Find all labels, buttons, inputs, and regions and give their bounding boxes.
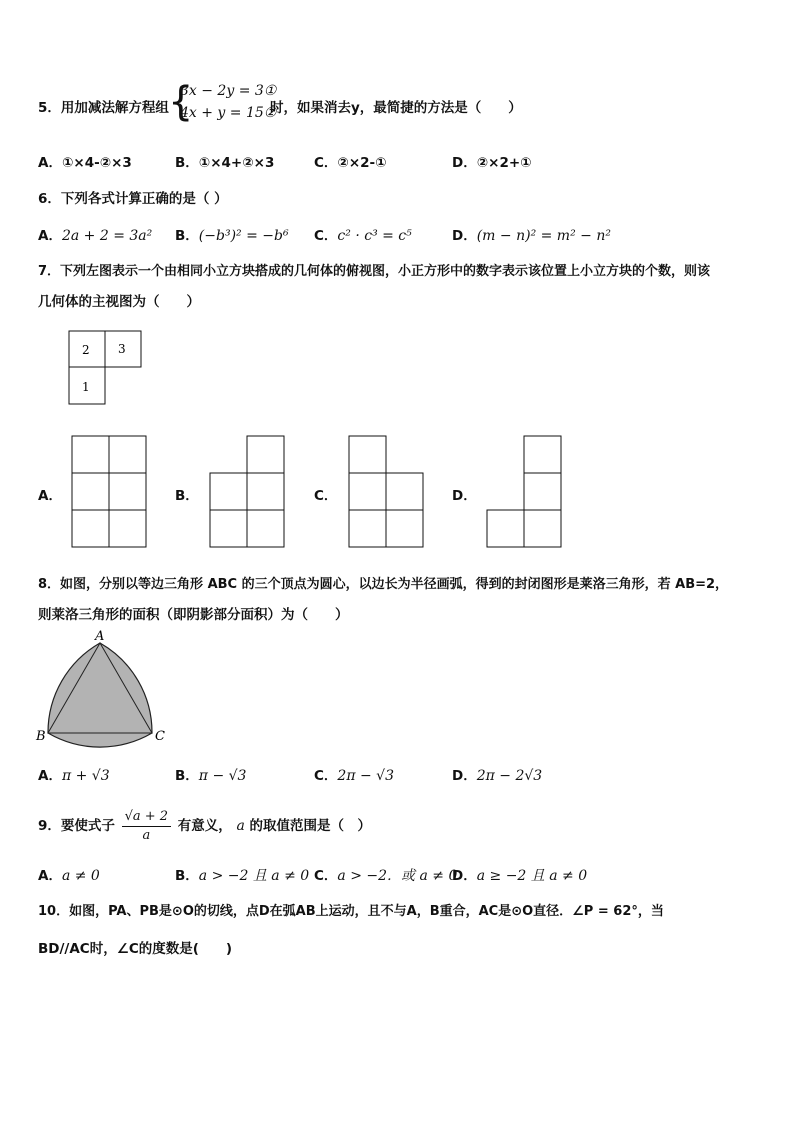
option-label: D． xyxy=(452,768,477,784)
q6-option-c[interactable] xyxy=(314,224,412,244)
q8-option-d[interactable] xyxy=(452,764,542,784)
q6-option-d[interactable] xyxy=(452,224,611,244)
option-label: C． xyxy=(314,768,338,784)
reuleaux-shape xyxy=(48,643,152,747)
option-text: ②×2-① xyxy=(337,155,387,171)
q6-option-a[interactable] xyxy=(38,224,152,244)
option-text: 2a + 2 = 3a² xyxy=(61,228,153,244)
q8-option-c[interactable] xyxy=(314,764,394,784)
q7-option-b-figure[interactable] xyxy=(208,434,288,550)
q5-equation-1: 3x − 2y = 3① xyxy=(180,83,277,99)
q5-option-b[interactable] xyxy=(175,151,274,171)
option-label: D． xyxy=(452,868,477,884)
q9-option-a[interactable] xyxy=(38,864,100,884)
q9-option-b[interactable] xyxy=(175,864,309,885)
option-text: a > −2 且 a ≠ 0 xyxy=(198,868,310,884)
option-label: B． xyxy=(175,768,199,784)
q7-top-view-figure xyxy=(60,325,160,410)
q5-option-a[interactable] xyxy=(38,151,132,171)
option-label: B． xyxy=(175,155,199,171)
option-text: (−b³)² = −b⁶ xyxy=(198,228,289,244)
vertex-label: C xyxy=(155,729,165,744)
option-label: A． xyxy=(38,868,62,884)
option-label: C． xyxy=(314,868,338,884)
option-text: π − √3 xyxy=(198,768,247,784)
option-label: D． xyxy=(452,228,477,244)
q5-option-c[interactable] xyxy=(314,151,387,171)
vertex-label: A xyxy=(95,629,105,644)
q7-option-c-label[interactable]: C． xyxy=(314,488,338,504)
option-text: a ≥ −2 且 a ≠ 0 xyxy=(476,868,588,884)
option-label: A． xyxy=(38,768,62,784)
q9-denominator: a xyxy=(142,827,151,843)
option-text: 2π − 2√3 xyxy=(476,768,543,784)
q9-suffix-a: 有意义， xyxy=(177,818,232,834)
top-view-number: 2 xyxy=(82,343,90,357)
option-label: A． xyxy=(38,228,62,244)
q9-numerator: √a + 2 xyxy=(122,808,171,827)
q8-option-a[interactable] xyxy=(38,764,110,784)
q7-option-a-figure[interactable] xyxy=(70,434,150,550)
q9-option-c[interactable] xyxy=(314,864,457,885)
option-text: π + √3 xyxy=(61,768,110,784)
q5-suffix: 时，如果消去y，最简捷的方法是（ ） xyxy=(270,100,522,116)
vertex-label: B xyxy=(36,729,46,744)
option-text: ②×2+① xyxy=(476,155,532,171)
q7-option-a-label[interactable]: A． xyxy=(38,488,62,504)
option-label: B． xyxy=(175,228,199,244)
option-text: (m − n)² = m² − n² xyxy=(476,228,611,244)
q8-option-b[interactable] xyxy=(175,764,246,784)
question-5 xyxy=(38,96,169,120)
top-view-number: 3 xyxy=(118,342,126,356)
option-label: A． xyxy=(38,155,62,171)
option-text: 2π − √3 xyxy=(337,768,394,784)
option-text: ①×4-②×3 xyxy=(61,155,132,171)
left-brace-icon: { xyxy=(168,79,194,125)
option-label: D． xyxy=(452,155,477,171)
q6-option-b[interactable] xyxy=(175,224,289,244)
question-8-line-1: 8．如图，分别以等边三角形 ABC 的三个顶点为圆心，以边长为半径画弧，得到的封闭图形是莱洛三角形，若 AB=2， xyxy=(38,577,729,592)
q7-option-d-label[interactable]: D． xyxy=(452,488,477,504)
question-9 xyxy=(38,806,371,846)
question-10-line-1: 10．如图，PA、PB是⊙O的切线，点D在弧AB上运动，且不与A，B重合，AC是⊙O直径．∠P = 62°，当 xyxy=(38,904,664,919)
q9-option-d[interactable] xyxy=(452,864,587,885)
q9-variable: a xyxy=(236,818,245,834)
option-text: a > −2．或 a ≠ 0 xyxy=(337,868,458,884)
q7-option-c-figure[interactable] xyxy=(347,434,427,550)
question-7-line-2: 几何体的主视图为（ ） xyxy=(38,294,200,310)
option-label: C． xyxy=(314,228,338,244)
question-7-line-1: 7．下列左图表示一个由相同小立方块搭成的几何体的俯视图，小正方形中的数字表示该位置上小立方块的个数，则该 xyxy=(38,264,711,279)
option-label: C． xyxy=(314,155,338,171)
q7-option-d-figure[interactable] xyxy=(485,434,565,550)
q5-equation-2: 4x + y = 15② xyxy=(180,105,277,121)
q5-option-d[interactable] xyxy=(452,151,532,171)
option-text: c² · c³ = c⁵ xyxy=(337,228,412,244)
q5-prefix: 5．用加减法解方程组 xyxy=(38,100,169,116)
q9-prefix: 9．要使式子 xyxy=(38,818,115,834)
question-10-line-2: BD//AC时，∠C的度数是( ) xyxy=(38,941,233,957)
question-8-line-2: 则莱洛三角形的面积（即阴影部分面积）为（ ） xyxy=(38,607,349,623)
option-text: ①×4+②×3 xyxy=(198,155,275,171)
q9-fraction xyxy=(122,808,171,845)
option-label: B． xyxy=(175,868,199,884)
option-text: a ≠ 0 xyxy=(61,868,100,884)
q9-suffix-b: 的取值范围是（ ） xyxy=(249,818,372,834)
reuleaux-triangle-figure xyxy=(30,626,180,748)
q7-option-b-label[interactable]: B． xyxy=(175,488,199,504)
question-6: 6．下列各式计算正确的是（ ） xyxy=(38,191,228,207)
top-view-number: 1 xyxy=(82,380,90,394)
